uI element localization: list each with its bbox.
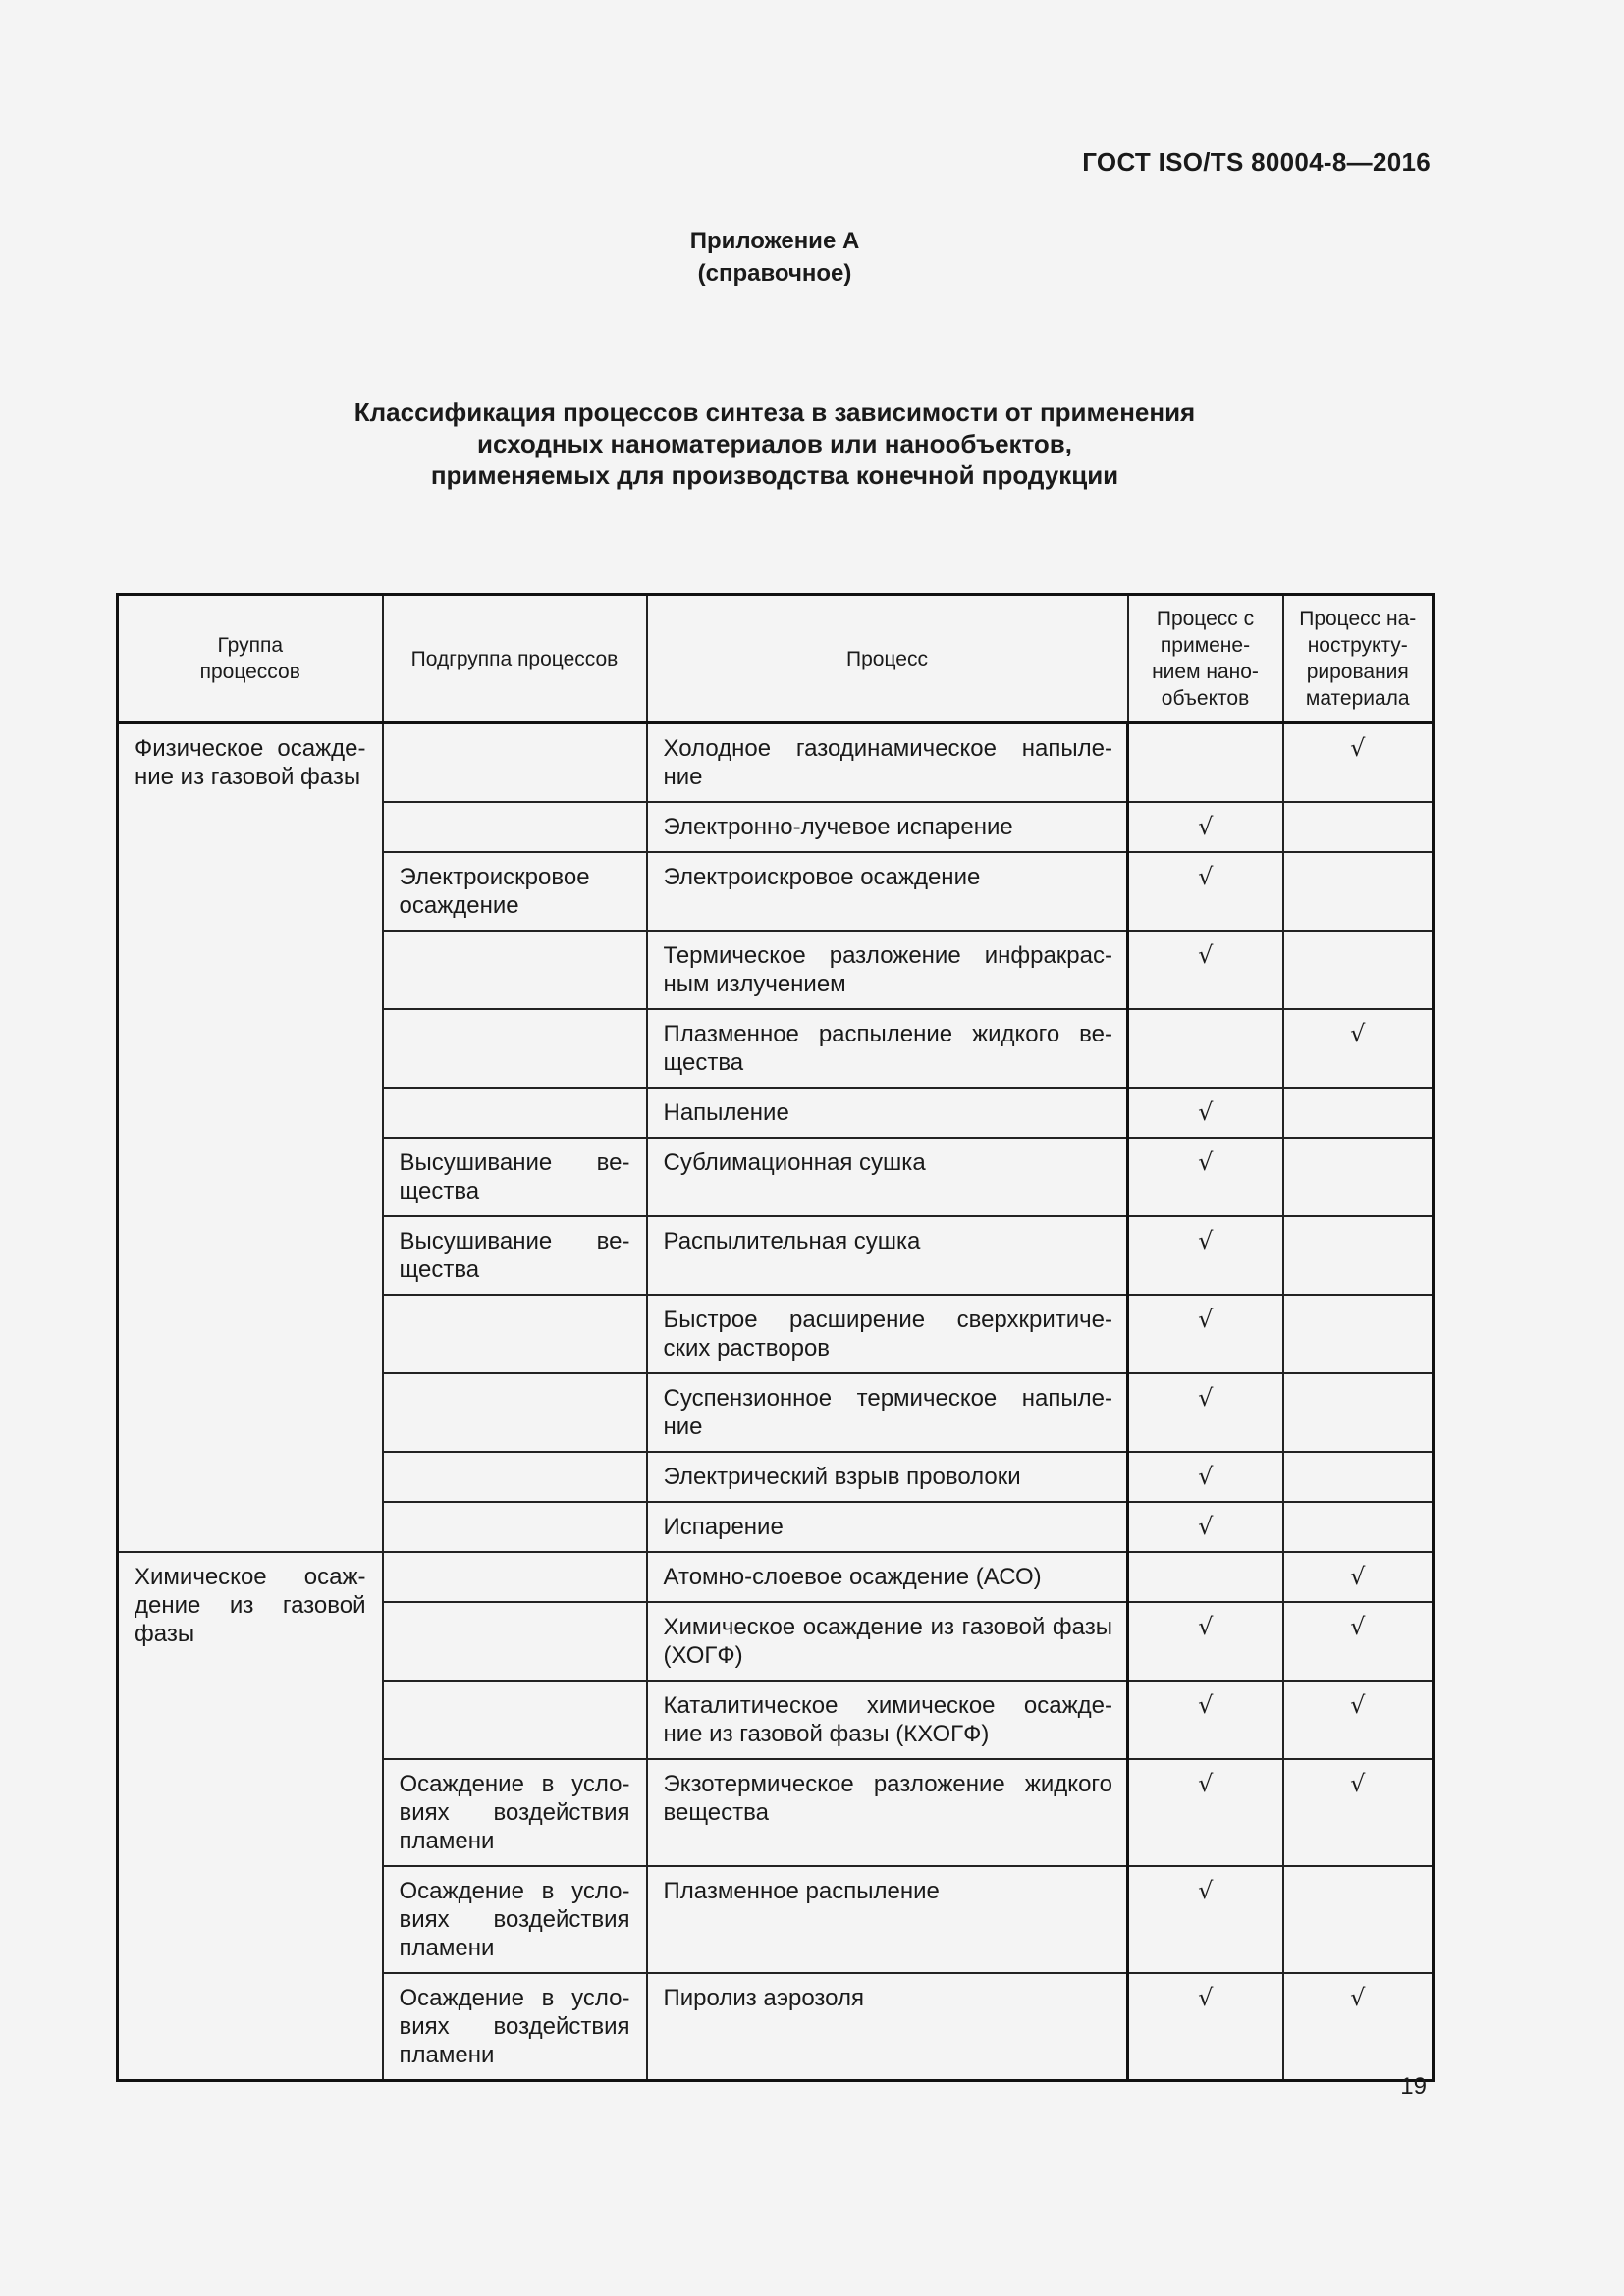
col-header-nano-structuring: Процесс на- нострукту- рирования материала — [1283, 595, 1434, 723]
col-header-subgroup: Подгруппа процессов — [383, 595, 647, 723]
subgroup-cell — [383, 1681, 647, 1759]
subgroup-cell — [383, 1295, 647, 1373]
nano-objects-check-cell: √ — [1128, 1681, 1283, 1759]
process-cell: Каталитическое химическое осажде- ние из газовой фазы (КХОГФ) — [647, 1681, 1128, 1759]
subgroup-cell — [383, 1373, 647, 1452]
nano-objects-check-cell: √ — [1128, 1602, 1283, 1681]
col-header-nano-objects: Процесс с примене- нием нано- объектов — [1128, 595, 1283, 723]
table-row — [118, 1552, 1434, 1602]
nano-structuring-check-cell — [1283, 1866, 1434, 1973]
nano-objects-check-cell: √ — [1128, 802, 1283, 852]
subgroup-cell — [383, 1009, 647, 1088]
nano-structuring-check-cell: √ — [1283, 1973, 1434, 2081]
nano-structuring-check-cell — [1283, 802, 1434, 852]
nano-structuring-check-cell — [1283, 852, 1434, 931]
nano-objects-check-cell: √ — [1128, 1373, 1283, 1452]
nano-objects-check-cell — [1128, 1552, 1283, 1602]
subgroup-cell — [383, 1502, 647, 1552]
annex-heading — [0, 225, 1549, 290]
subgroup-cell — [383, 1452, 647, 1502]
page-number: 19 — [1400, 2073, 1427, 2100]
process-cell: Напыление — [647, 1088, 1128, 1138]
annex-type: (справочное) — [697, 260, 852, 287]
annex-label: Приложение А — [689, 228, 860, 254]
process-cell: Распылительная сушка — [647, 1216, 1128, 1295]
nano-objects-check-cell — [1128, 1009, 1283, 1088]
process-cell: Испарение — [647, 1502, 1128, 1552]
col-header-group: Группа процессов — [118, 595, 383, 723]
nano-structuring-check-cell — [1283, 1088, 1434, 1138]
process-cell: Химическое осаждение из газовой фазы (ХОГФ) — [647, 1602, 1128, 1681]
subgroup-cell: Высушивание ве- щества — [383, 1138, 647, 1216]
nano-structuring-check-cell — [1283, 1138, 1434, 1216]
nano-objects-check-cell: √ — [1128, 1973, 1283, 2081]
subgroup-cell — [383, 1602, 647, 1681]
process-cell: Экзотермическое разложение жидкого вещества — [647, 1759, 1128, 1866]
col-header-process: Процесс — [647, 595, 1128, 723]
group-cell: Физическое осажде- ние из газовой фазы — [118, 723, 383, 1553]
nano-objects-check-cell: √ — [1128, 852, 1283, 931]
nano-structuring-check-cell — [1283, 1452, 1434, 1502]
nano-objects-check-cell: √ — [1128, 931, 1283, 1009]
classification-table — [116, 593, 1435, 2082]
subgroup-cell — [383, 723, 647, 803]
nano-structuring-check-cell: √ — [1283, 1759, 1434, 1866]
nano-structuring-check-cell: √ — [1283, 1009, 1434, 1088]
subgroup-cell: Электроискровое осаждение — [383, 852, 647, 931]
subgroup-cell: Осаждение в усло- виях воздействия пламени — [383, 1973, 647, 2081]
subgroup-cell — [383, 1088, 647, 1138]
process-cell: Холодное газодинамическое напыле- ние — [647, 723, 1128, 803]
nano-structuring-check-cell: √ — [1283, 1552, 1434, 1602]
document-title — [0, 397, 1549, 491]
nano-objects-check-cell: √ — [1128, 1759, 1283, 1866]
subgroup-cell: Осаждение в усло- виях воздействия пламени — [383, 1759, 647, 1866]
process-cell: Термическое разложение инфракрас- ным излучением — [647, 931, 1128, 1009]
table-row — [118, 723, 1434, 803]
process-cell: Быстрое расширение сверхкритиче- ских растворов — [647, 1295, 1128, 1373]
nano-objects-check-cell: √ — [1128, 1452, 1283, 1502]
process-cell: Пиролиз аэрозоля — [647, 1973, 1128, 2081]
subgroup-cell — [383, 931, 647, 1009]
subgroup-cell — [383, 1552, 647, 1602]
nano-structuring-check-cell: √ — [1283, 1681, 1434, 1759]
nano-structuring-check-cell — [1283, 1216, 1434, 1295]
subgroup-cell — [383, 802, 647, 852]
process-cell: Электронно-лучевое испарение — [647, 802, 1128, 852]
nano-objects-check-cell: √ — [1128, 1088, 1283, 1138]
group-cell: Химическое осаж- дение из газовой фазы — [118, 1552, 383, 2081]
process-cell: Плазменное распыление — [647, 1866, 1128, 1973]
process-cell: Суспензионное термическое напыле- ние — [647, 1373, 1128, 1452]
nano-structuring-check-cell — [1283, 1373, 1434, 1452]
nano-structuring-check-cell — [1283, 1295, 1434, 1373]
nano-structuring-check-cell — [1283, 931, 1434, 1009]
nano-objects-check-cell: √ — [1128, 1138, 1283, 1216]
process-cell: Атомно-слоевое осаждение (АСО) — [647, 1552, 1128, 1602]
table-header-row — [118, 595, 1434, 723]
nano-objects-check-cell — [1128, 723, 1283, 803]
subgroup-cell: Высушивание ве- щества — [383, 1216, 647, 1295]
subgroup-cell: Осаждение в усло- виях воздействия пламени — [383, 1866, 647, 1973]
process-cell: Плазменное распыление жидкого ве- щества — [647, 1009, 1128, 1088]
nano-structuring-check-cell: √ — [1283, 1602, 1434, 1681]
title-line-3: применяемых для производства конечной продукции — [430, 460, 1119, 490]
nano-objects-check-cell: √ — [1128, 1866, 1283, 1973]
nano-objects-check-cell: √ — [1128, 1502, 1283, 1552]
standard-code: ГОСТ ISO/TS 80004-8—2016 — [1082, 147, 1431, 177]
nano-objects-check-cell: √ — [1128, 1216, 1283, 1295]
nano-structuring-check-cell — [1283, 1502, 1434, 1552]
process-cell: Сублимационная сушка — [647, 1138, 1128, 1216]
nano-structuring-check-cell: √ — [1283, 723, 1434, 803]
process-cell: Электрический взрыв проволоки — [647, 1452, 1128, 1502]
nano-objects-check-cell: √ — [1128, 1295, 1283, 1373]
title-line-2: исходных наноматериалов или нанообъектов, — [476, 429, 1073, 458]
title-line-1: Классификация процессов синтеза в зависимости от применения — [353, 398, 1196, 427]
process-cell: Электроискровое осаждение — [647, 852, 1128, 931]
